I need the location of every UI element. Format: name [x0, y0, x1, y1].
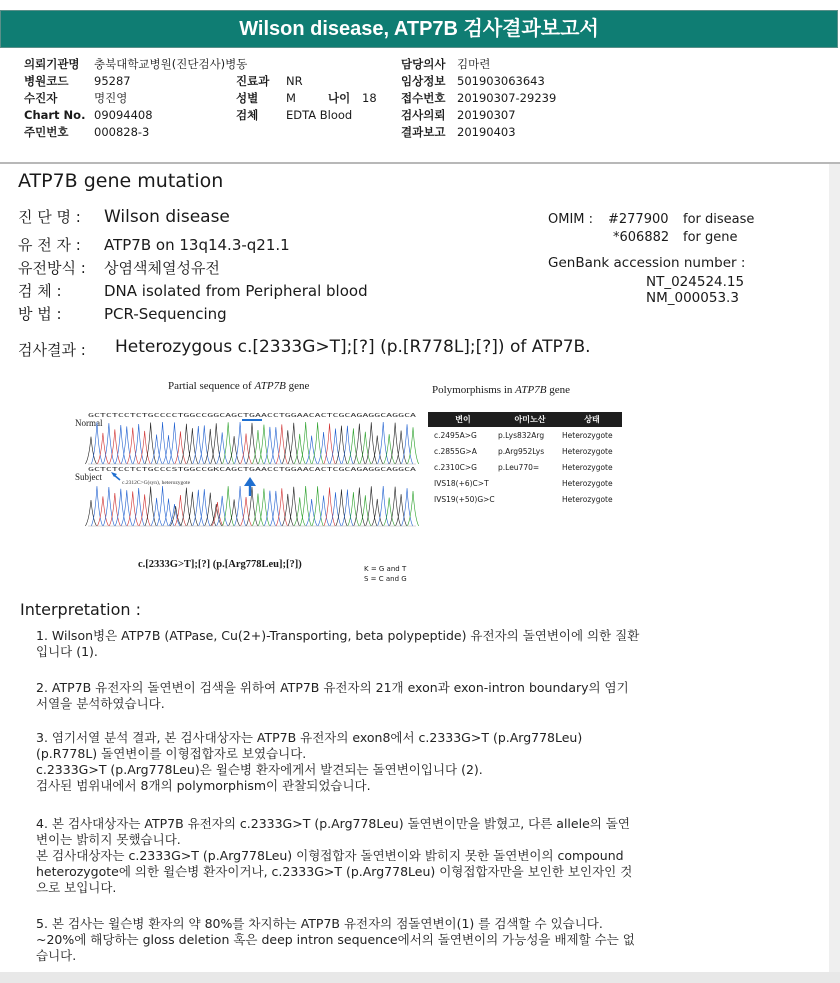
col-status: 상태: [584, 415, 600, 424]
trace-peak: [103, 487, 114, 526]
legend-s: S = C and G: [364, 575, 407, 583]
resident-no-value: 000828-3: [94, 125, 150, 139]
omim-gene-text: for gene: [683, 230, 738, 245]
syn-arrow-icon: [111, 472, 120, 480]
subject-sequence-text: GCTCTCCTCTGCCCSTGGCCGKCAGCTGAACCTGGAACACTCGCAGAGGCAGGCA: [88, 467, 418, 473]
hospital-code-label: 병원코드: [24, 74, 69, 88]
cell-status: Heterozygote: [562, 446, 613, 456]
patient-value: 명진영: [94, 91, 128, 105]
trace-peak: [169, 422, 180, 464]
institution-value: 충북대학교병원(진단검사)병동: [94, 57, 248, 71]
trace-peak: [228, 499, 239, 526]
age-label: 나이: [328, 91, 351, 105]
sequence-caption: [168, 380, 309, 392]
para-line: 검사된 범위내에서 8개의 polymorphism이 관찰되었습니다.: [36, 778, 371, 793]
chromatogram: [80, 408, 422, 530]
sequence-caption-prefix: Partial sequence of: [168, 380, 255, 392]
trace-peak: [163, 435, 174, 464]
row-value: 상염색체열성유전: [104, 259, 220, 277]
trace-peak: [383, 434, 394, 464]
trace-peak: [336, 426, 347, 464]
trace-peak: [312, 486, 323, 526]
polymorphism-table: [428, 412, 622, 507]
trace-peak: [211, 504, 222, 526]
polymorphism-caption: [432, 384, 570, 396]
figure-legend: [364, 564, 407, 584]
header-col-2: [236, 73, 377, 124]
trace-peak: [294, 434, 305, 464]
interpretation-para-1: [36, 628, 736, 660]
genbank-label: GenBank accession number :: [548, 255, 746, 271]
trace-peak: [151, 435, 162, 464]
cell-amino-acid: p.Arg952Lys: [498, 446, 545, 456]
interpretation-para-2: [36, 680, 736, 712]
polymorphism-caption-gene: ATP7B: [515, 384, 547, 396]
trace-peak: [354, 424, 365, 464]
department-label: 진료과: [236, 74, 270, 88]
polymorphism-caption-prefix: Polymorphisms in: [432, 384, 516, 396]
row-value: Wilson disease: [104, 207, 230, 227]
table-row: [428, 443, 622, 459]
genbank-id-1: NT_024524.15: [646, 274, 745, 290]
trace-peak: [288, 487, 299, 526]
trace-peak: [157, 422, 168, 464]
para-line: 서열을 분석하였습니다.: [36, 696, 165, 711]
trace-peak: [300, 486, 311, 526]
receipt-no-value: 20190307-29239: [457, 91, 557, 105]
normal-traces: [85, 422, 418, 464]
para-line: ~20%에 해당하는 gloss deletion 혹은 deep intron sequence에서의 돌연변이의 가능성을 배제할 수는 없: [36, 932, 635, 947]
hospital-code-value: 95287: [94, 74, 131, 88]
report-date-value: 20190403: [457, 125, 516, 139]
trace-peak: [246, 423, 257, 464]
row-diagnosis: [18, 206, 230, 227]
trace-peak: [288, 423, 299, 464]
trace-peak: [324, 487, 335, 526]
trace-peak: [181, 424, 192, 464]
cell-status: Heterozygote: [562, 478, 613, 488]
trace-peak: [366, 422, 377, 464]
trace-peak: [157, 486, 168, 526]
figure-bottom-caption: c.[2333G>T];[?] (p.[Arg778Leu];[?]): [138, 559, 302, 570]
trace-peak: [199, 425, 210, 464]
trace-peak: [401, 488, 412, 526]
age-value: 18: [362, 91, 377, 105]
interpretation-para-3: [36, 730, 736, 794]
genbank-id-2: NM_000053.3: [646, 290, 739, 306]
table-row: [428, 475, 622, 491]
trace-peak: [228, 436, 239, 464]
table-row: [428, 491, 622, 507]
omim-disease-id: #277900: [608, 212, 669, 227]
para-line: 2. ATP7B 유전자의 돌연변이 검색을 위하여 ATP7B 유전자의 21개 exon과 exon-intron boundary의 염기: [36, 680, 629, 695]
patient-label: 수진자: [24, 91, 58, 105]
trace-peak: [181, 488, 192, 526]
sequence-caption-suffix: gene: [285, 380, 310, 392]
trace-peak: [389, 487, 400, 526]
trace-peak: [234, 422, 245, 464]
trace-peak: [324, 424, 335, 464]
trace-peak: [222, 422, 233, 464]
trace-peak: [383, 498, 394, 526]
normal-label: Normal: [75, 418, 103, 428]
table-row: [428, 459, 622, 475]
trace-peak: [354, 488, 365, 526]
physician-label: 담당의사: [401, 57, 446, 71]
interpretation-para-5: [36, 916, 736, 964]
trace-peak: [312, 422, 323, 464]
trace-peak: [378, 486, 389, 526]
trace-peak: [336, 489, 347, 526]
trace-peak: [258, 488, 269, 526]
trace-peak: [133, 424, 144, 464]
cell-status: Heterozygote: [562, 430, 613, 440]
para-line: 1. Wilson병은 ATP7B (ATPase, Cu(2+)-Transporting, beta polypeptide) 유전자의 돌연변이에 의한 질환: [36, 628, 640, 643]
cell-variant: IVS19(+50)G>C: [434, 494, 495, 504]
trace-peak: [246, 487, 257, 526]
para-line: 변이는 밝히지 못했습니다.: [36, 832, 181, 847]
interpretation-title: Interpretation :: [20, 600, 141, 619]
cell-variant: c.2495A>G: [434, 430, 477, 440]
para-line: 4. 본 검사대상자는 ATP7B 유전자의 c.2333G>T (p.Arg778Leu) 돌연변이만을 밝혔고, 다른 allele의 돌연: [36, 816, 630, 831]
col-amino-acid: 아미노산: [514, 415, 546, 424]
polymorphism-table-header: [428, 412, 622, 427]
trace-peak: [306, 499, 317, 526]
cell-amino-acid: p.Lys832Arg: [498, 430, 545, 440]
para-line: 습니다.: [36, 948, 77, 963]
trace-peak: [193, 426, 204, 464]
physician-value: 김마련: [457, 57, 491, 71]
row-specimen: [18, 280, 368, 301]
header-col-3: [401, 56, 556, 141]
cell-amino-acid: p.Leu770=: [498, 462, 540, 472]
trace-peak: [306, 436, 317, 464]
clinical-info-value: 501903063643: [457, 74, 545, 88]
trace-peak: [372, 499, 383, 526]
trace-peak: [378, 422, 389, 464]
omim-label: OMIM :: [548, 212, 594, 227]
chart-no-label: Chart No.: [24, 108, 86, 122]
para-line: 으로 보입니다.: [36, 880, 117, 895]
row-method: [18, 303, 227, 324]
trace-peak: [389, 423, 400, 464]
trace-peak: [145, 487, 156, 526]
row-inheritance: [18, 257, 220, 278]
trace-peak: [103, 423, 114, 464]
cell-variant: c.2855G>A: [434, 446, 477, 456]
sex-value: M: [286, 91, 296, 105]
polymorphism-caption-suffix: gene: [546, 384, 571, 396]
col-variant: 변이: [455, 415, 471, 424]
row-key: 방 법 :: [18, 305, 62, 323]
trace-peak: [145, 423, 156, 464]
request-date-label: 검사의뢰: [401, 108, 446, 122]
cell-status: Heterozygote: [562, 462, 613, 472]
trace-peak: [294, 497, 305, 526]
row-value: PCR-Sequencing: [104, 305, 227, 323]
trace-peak: [170, 506, 181, 526]
para-line: heterozygote에 의한 윌슨병 환자이거나, c.2333G>T (p.Arg778Leu) 이형접합자만을 보인한 보인자인 것: [36, 864, 633, 879]
subject-label: Subject: [75, 472, 102, 482]
right-gutter: [829, 164, 840, 974]
trace-peak: [366, 486, 377, 526]
cell-variant: c.2310C>G: [434, 462, 477, 472]
trace-peak: [401, 424, 412, 464]
trace-peak: [342, 426, 353, 464]
institution-label: 의뢰기관명: [24, 57, 80, 71]
para-line: 3. 염기서열 분석 결과, 본 검사대상자는 ATP7B 유전자의 exon8에서 c.2333G>T (p.Arg778Leu): [36, 730, 583, 745]
report-title: Wilson disease, ATP7B 검사결과보고서: [0, 10, 838, 48]
subject-annotation: c.2312C>G(syn), heterozygote: [122, 480, 191, 486]
report-date-label: 결과보고: [401, 125, 446, 139]
trace-peak: [199, 489, 210, 526]
trace-peak: [300, 422, 311, 464]
specimen-label: 검체: [236, 108, 259, 122]
clinical-info-label: 임상정보: [401, 74, 446, 88]
cell-status: Heterozygote: [562, 494, 613, 504]
normal-sequence-text: GCTCTCCTCTGCCCCTGGCCGGCAGCTGAACCTGGAACACTCGCAGAGGCAGGCA: [88, 413, 418, 419]
department-value: NR: [286, 74, 303, 88]
trace-peak: [115, 489, 126, 526]
trace-peak: [91, 486, 102, 526]
trace-peak: [276, 424, 287, 464]
row-key: 유 전 자 :: [18, 236, 81, 254]
row-key: 진 단 명 :: [18, 208, 81, 226]
table-row: [428, 427, 622, 443]
trace-peak: [372, 436, 383, 464]
omim-gene-id: *606882: [613, 230, 670, 245]
header-col-1: [24, 56, 247, 141]
row-value: DNA isolated from Peripheral blood: [104, 282, 368, 300]
trace-peak: [151, 498, 162, 526]
row-key: 검 체 :: [18, 282, 62, 300]
para-line: 5. 본 검사는 윌슨병 환자의 약 80%를 차지하는 ATP7B 유전자의 점돌연변이(1) 를 검색할 수 있습니다.: [36, 916, 603, 931]
specimen-value: EDTA Blood: [286, 108, 353, 122]
row-gene: [18, 234, 290, 255]
header-divider: [0, 162, 840, 164]
trace-peak: [193, 490, 204, 526]
subject-traces: [85, 486, 418, 526]
interpretation-para-4: [36, 816, 736, 896]
sequence-caption-gene: ATP7B: [254, 380, 286, 392]
receipt-no-label: 접수번호: [401, 91, 446, 105]
request-date-value: 20190307: [457, 108, 516, 122]
para-line: c.2333G>T (p.Arg778Leu)은 윌슨병 환자에게서 발견되는 돌연변이입니다 (2).: [36, 762, 483, 777]
row-key: 유전방식 :: [18, 259, 86, 277]
sex-label: 성별: [236, 91, 259, 105]
mutation-arrow-icon: [244, 477, 256, 496]
trace-peak: [133, 488, 144, 526]
trace-peak: [222, 486, 233, 526]
para-line: 입니다 (1).: [36, 644, 98, 659]
bottom-gutter: [0, 972, 840, 983]
chart-no-value: 09094408: [94, 108, 153, 122]
trace-peak: [342, 490, 353, 526]
cell-variant: IVS18(+6)C>T: [434, 478, 489, 488]
trace-peak: [211, 423, 222, 464]
trace-peak: [115, 425, 126, 464]
result-text: Heterozygous c.[2333G>T];[?] (p.[R778L];[?]) of ATP7B.: [115, 337, 591, 357]
resident-no-label: 주민번호: [24, 125, 69, 139]
trace-peak: [276, 488, 287, 526]
trace-peak: [85, 500, 96, 526]
row-value: ATP7B on 13q14.3-q21.1: [104, 236, 290, 254]
para-line: 본 검사대상자는 c.2333G>T (p.Arg778Leu) 이형접합자 돌연변이와 밝히지 못한 돌연변이의 compound: [36, 848, 624, 863]
trace-peak: [258, 425, 269, 464]
trace-peak: [91, 422, 102, 464]
trace-peak: [234, 486, 245, 526]
para-line: (p.R778L) 돌연변이를 이형접합자로 보였습니다.: [36, 746, 307, 761]
section-title: ATP7B gene mutation: [18, 170, 224, 192]
omim-disease-text: for disease: [683, 212, 755, 227]
legend-k: K = G and T: [364, 565, 407, 573]
result-label: 검사결과 :: [18, 341, 86, 359]
trace-peak: [85, 437, 96, 464]
